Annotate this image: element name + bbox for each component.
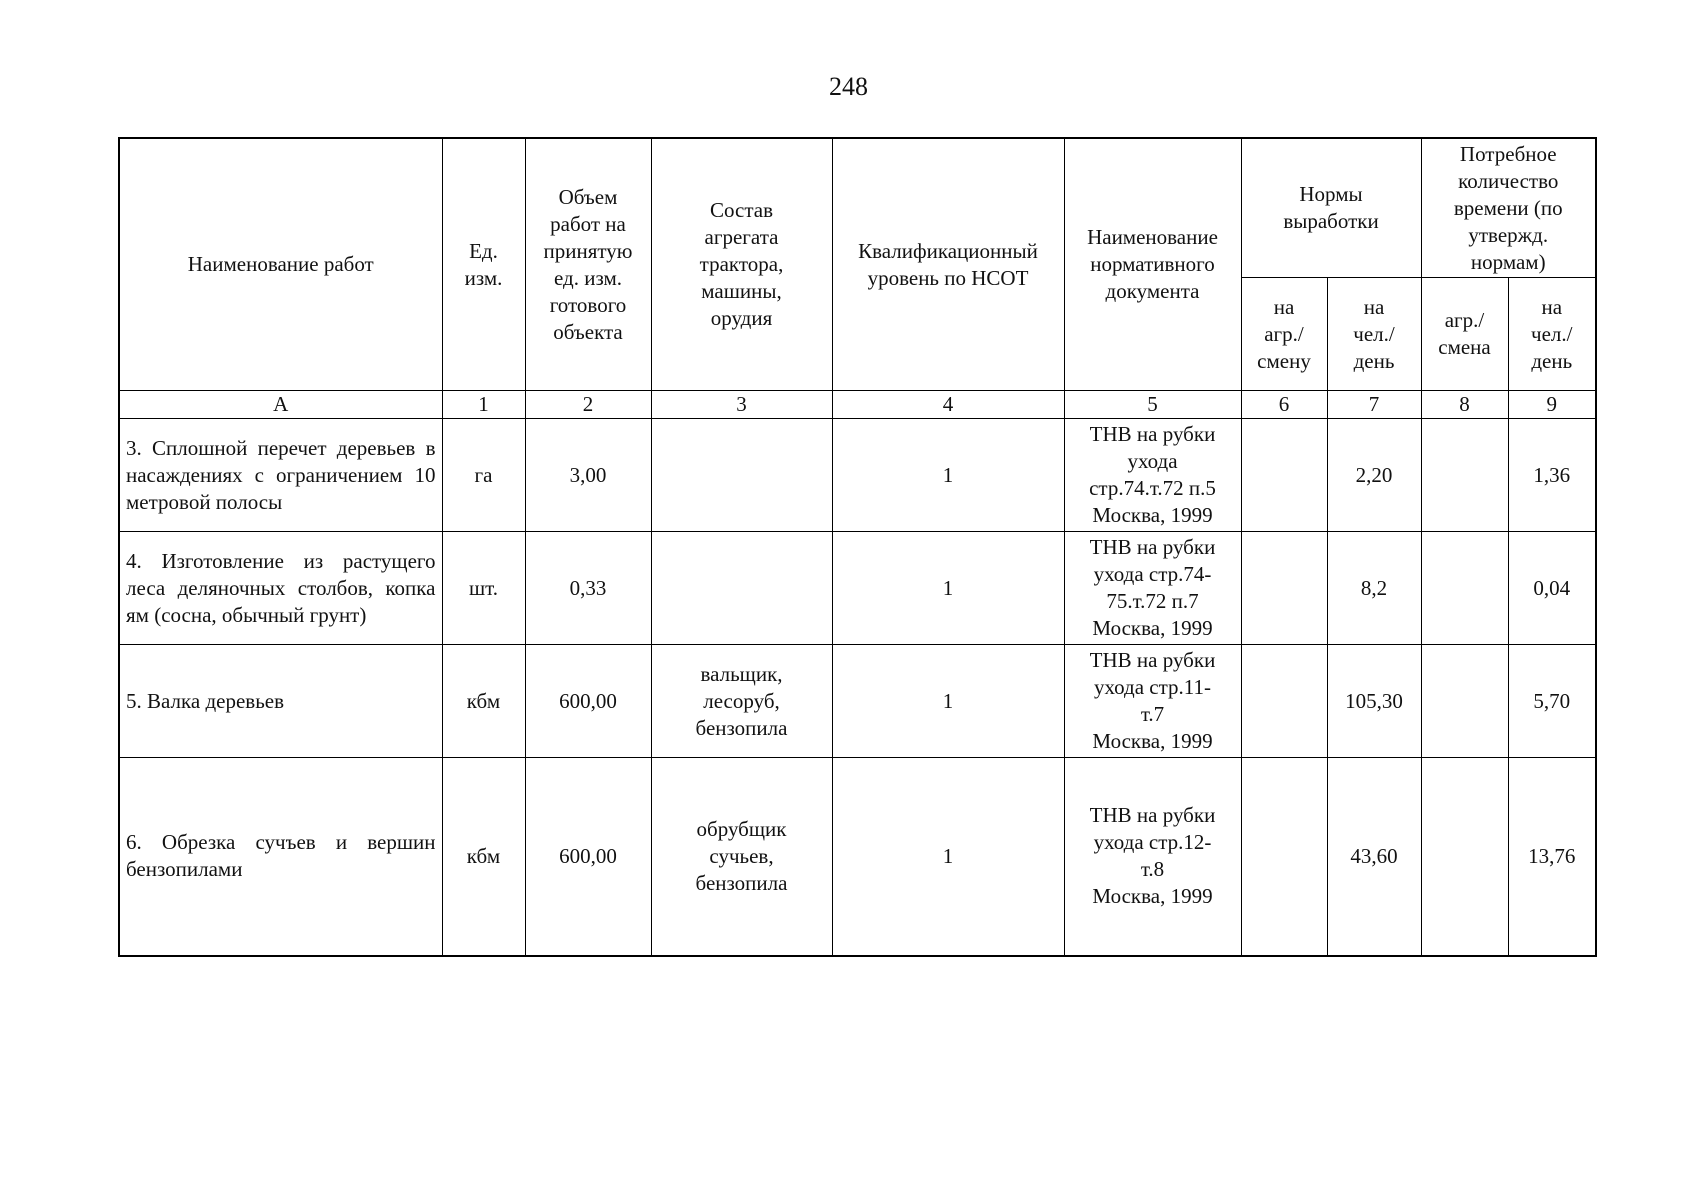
header-time-agg: агр./ смена [1421,278,1508,391]
norm-man-cell: 8,2 [1327,532,1421,645]
volume-cell: 0,33 [525,532,651,645]
work-name-cell: 6. Обрезка сучъев и вершин бензопилами [119,758,442,956]
unit-cell: кбм [442,645,525,758]
norm-agg-cell [1241,419,1327,532]
time-agg-cell [1421,532,1508,645]
volume-cell: 600,00 [525,758,651,956]
norm-agg-cell [1241,758,1327,956]
column-index: 6 [1241,391,1327,419]
time-agg-cell [1421,645,1508,758]
header-time-man: на чел./ день [1508,278,1596,391]
column-index: 1 [442,391,525,419]
time-man-cell: 1,36 [1508,419,1596,532]
unit-cell: шт. [442,532,525,645]
header-norms: Нормы выработки [1241,138,1421,278]
time-man-cell: 0,04 [1508,532,1596,645]
table-row [119,645,1596,758]
column-index: 8 [1421,391,1508,419]
unit-cell: га [442,419,525,532]
header-aggregate: Состав агрегата трактора, машины, орудия [651,138,832,391]
document-cell: ТНВ на рубки ухода стр.74.т.72 п.5 Москва, 1999 [1064,419,1241,532]
volume-cell: 3,00 [525,419,651,532]
aggregate-cell [651,532,832,645]
header-norm-agg: на агр./ смену [1241,278,1327,391]
document-cell: ТНВ на рубки ухода стр.11- т.7 Москва, 1999 [1064,645,1241,758]
aggregate-cell [651,419,832,532]
document-cell: ТНВ на рубки ухода стр.74- 75.т.72 п.7 Москва, 1999 [1064,532,1241,645]
aggregate-cell: вальщик, лесоруб, бензопила [651,645,832,758]
header-document: Наименование нормативного документа [1064,138,1241,391]
column-index: 5 [1064,391,1241,419]
unit-cell: кбм [442,758,525,956]
norm-agg-cell [1241,645,1327,758]
document-cell: ТНВ на рубки ухода стр.12- т.8 Москва, 1999 [1064,758,1241,956]
norm-man-cell: 105,30 [1327,645,1421,758]
column-index: 4 [832,391,1064,419]
norms-table [118,137,1597,957]
qualification-cell: 1 [832,419,1064,532]
header-unit: Ед. изм. [442,138,525,391]
header-norm-man: на чел./ день [1327,278,1421,391]
header-name: Наименование работ [119,138,442,391]
norm-agg-cell [1241,532,1327,645]
table-row [119,419,1596,532]
column-index: А [119,391,442,419]
time-agg-cell [1421,419,1508,532]
column-index: 9 [1508,391,1596,419]
work-name-cell: 3. Сплошной перечет деревьев в насаждениях с ограничением 10 метровой полосы [119,419,442,532]
table-row [119,532,1596,645]
column-index: 7 [1327,391,1421,419]
column-index-row [119,391,1596,419]
time-man-cell: 5,70 [1508,645,1596,758]
work-name-cell: 5. Валка деревьев [119,645,442,758]
page-number: 248 [829,72,868,101]
time-man-cell: 13,76 [1508,758,1596,956]
header-volume: Объем работ на принятую ед. изм. готового объекта [525,138,651,391]
aggregate-cell: обрубщик сучьев, бензопила [651,758,832,956]
work-name-cell: 4. Изготовление из растущего леса деляночных столбов, копка ям (сосна, обычный грунт) [119,532,442,645]
time-agg-cell [1421,758,1508,956]
norm-man-cell: 43,60 [1327,758,1421,956]
header-qualification: Квалификационный уровень по НСОТ [832,138,1064,391]
column-index: 3 [651,391,832,419]
qualification-cell: 1 [832,645,1064,758]
norm-man-cell: 2,20 [1327,419,1421,532]
column-index: 2 [525,391,651,419]
volume-cell: 600,00 [525,645,651,758]
header-time: Потребное количество времени (по утвержд. нормам) [1421,138,1596,278]
table-row [119,758,1596,956]
qualification-cell: 1 [832,532,1064,645]
qualification-cell: 1 [832,758,1064,956]
